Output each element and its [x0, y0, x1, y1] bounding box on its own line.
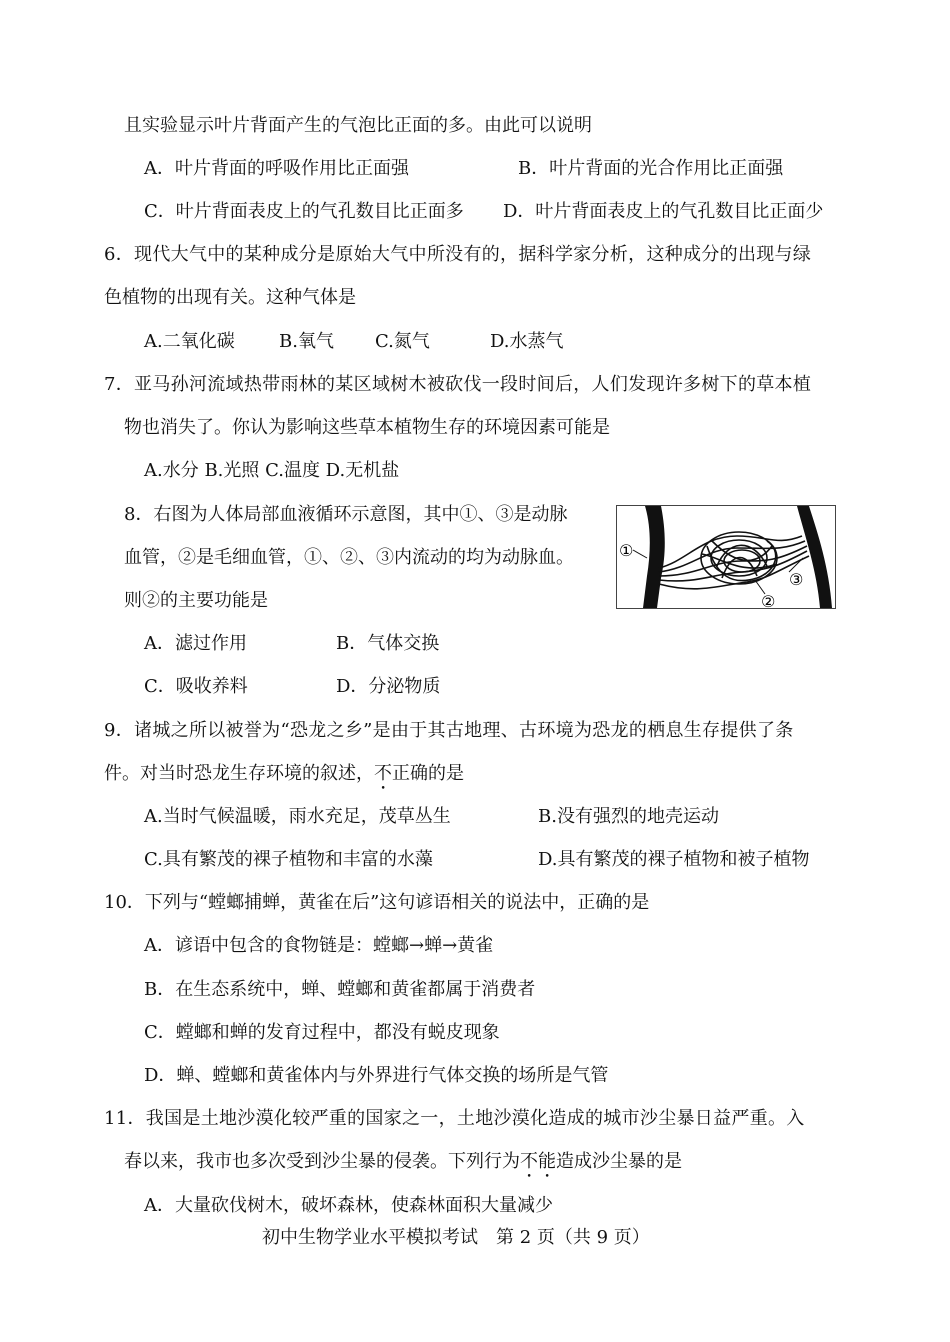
q10-option-a: A．谚语中包含的食物链是：螳螂→蝉→黄雀 — [144, 935, 494, 956]
artery-3-vessel — [797, 506, 832, 608]
q10-stem: 10．下列与“螳螂捕蝉，黄雀在后”这句谚语相关的说法中，正确的是 — [104, 892, 650, 913]
q6-option-d: D.水蒸气 — [490, 331, 564, 352]
artery-1-vessel — [643, 506, 665, 608]
q8-stem-line3: 则②的主要功能是 — [124, 590, 268, 611]
q9-option-d: D.具有繁茂的裸子植物和被子植物 — [538, 849, 810, 870]
page-footer: 初中生物学业水平模拟考试 第 2 页（共 9 页） — [262, 1227, 650, 1248]
q7-stem-line1: 7．亚马孙河流域热带雨林的某区域树木被砍伐一段时间后，人们发现许多树下的草本植 — [104, 374, 812, 395]
q6-option-c: C.氮气 — [375, 331, 430, 352]
q11-stem-line2-pre: 春以来，我市也多次受到沙尘暴的侵袭。下列行为 — [124, 1151, 520, 1172]
q9-option-a: A.当时气候温暖，雨水充足，茂草丛生 — [144, 806, 451, 827]
q5-option-b: B．叶片背面的光合作用比正面强 — [518, 158, 784, 179]
q5-option-a: A．叶片背面的呼吸作用比正面强 — [144, 158, 409, 179]
leader-line-1 — [633, 550, 647, 558]
q9-option-c: C.具有繁茂的裸子植物和丰富的水藻 — [144, 849, 433, 870]
q11-emphasis-cannot: 不能 — [520, 1151, 556, 1172]
q5-option-c: C．叶片背面表皮上的气孔数目比正面多 — [144, 201, 464, 222]
q6-stem-line1: 6．现代大气中的某种成分是原始大气中所没有的，据科学家分析，这种成分的出现与绿 — [104, 244, 812, 265]
q11-stem-line1: 11．我国是土地沙漠化较严重的国家之一，土地沙漠化造成的城市沙尘暴日益严重。入 — [104, 1108, 805, 1129]
q6-option-a: A.二氧化碳 — [144, 331, 235, 352]
q9-stem-line2-pre: 件。对当时恐龙生存环境的叙述， — [104, 763, 374, 784]
q9-option-b: B.没有强烈的地壳运动 — [538, 806, 719, 827]
q10-option-c: C．螳螂和蝉的发育过程中，都没有蜕皮现象 — [144, 1022, 500, 1043]
q11-option-a: A．大量砍伐树木，破坏森林，使森林面积大量减少 — [144, 1195, 553, 1216]
q9-emphasis-not: 不 — [374, 763, 392, 784]
q5-stem: 且实验显示叶片背面产生的气泡比正面的多。由此可以说明 — [124, 115, 592, 136]
q8-option-c: C．吸收养料 — [144, 676, 248, 697]
q6-stem-line2: 色植物的出现有关。这种气体是 — [104, 287, 356, 308]
blood-circulation-figure — [616, 505, 836, 609]
q8-option-b: B．气体交换 — [336, 633, 440, 654]
blood-circulation-diagram — [617, 506, 835, 608]
q10-option-b: B．在生态系统中，蝉、螳螂和黄雀都属于消费者 — [144, 979, 536, 1000]
q11-stem-line2 — [124, 1150, 682, 1182]
q6-option-b: B.氧气 — [279, 331, 334, 352]
q8-option-d: D．分泌物质 — [336, 676, 441, 697]
q9-stem-line2 — [104, 762, 464, 794]
q11-stem-line2-post: 造成沙尘暴的是 — [556, 1151, 682, 1172]
q5-option-d: D．叶片背面表皮上的气孔数目比正面少 — [503, 201, 824, 222]
q8-stem-line2: 血管，②是毛细血管，①、②、③内流动的均为动脉血。 — [124, 547, 574, 568]
q7-options: A.水分 B.光照 C.温度 D.无机盐 — [144, 460, 400, 481]
q8-option-a: A．滤过作用 — [144, 633, 247, 654]
q9-stem-line1: 9．诸城之所以被誉为“恐龙之乡”是由于其古地理、古环境为恐龙的栖息生存提供了条 — [104, 720, 794, 741]
q8-stem-line1: 8．右图为人体局部血液循环示意图，其中①、③是动脉 — [124, 504, 568, 525]
q7-stem-line2: 物也消失了。你认为影响这些草本植物生存的环境因素可能是 — [124, 417, 610, 438]
label-1: ① — [619, 541, 634, 560]
q10-option-d: D．蝉、螳螂和黄雀体内与外界进行气体交换的场所是气管 — [144, 1065, 609, 1086]
capillary-network — [659, 532, 809, 589]
label-2: ② — [761, 592, 776, 608]
q9-stem-line2-post: 正确的是 — [392, 763, 464, 784]
label-3: ③ — [789, 570, 804, 589]
